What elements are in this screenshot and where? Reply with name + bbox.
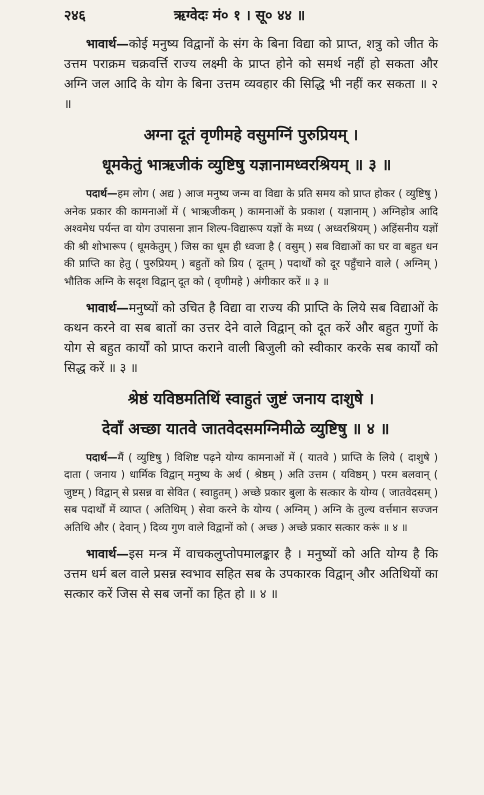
- running-title: ऋग्वेदः मं० १ । सू० ४४ ॥: [174, 8, 306, 24]
- page-header: [64, 6, 438, 34]
- bhavarth-paragraph: [64, 544, 438, 604]
- mantra-line: अग्ना दूतं वृणीमहे वसुमग्निं पुरुप्रियम् ।: [143, 126, 359, 144]
- mantra-line: देवाँ अच्छा यातवे जातवेदसमग्निमीळे व्युष्टिषु ॥ ४ ॥: [102, 419, 390, 438]
- bhavarth-text: इस मन्त्र में वाचकलुप्तोपमालङ्कार है । मनुष्यों को अति योग्य है कि उत्तम धर्म बल वाले प्रसन्न स्वभाव सहित सब के उपकारक विद्वान् और अतिथियों का सत्कार करें जिस से सब जनों का हित हो ॥ ४ ॥: [64, 545, 438, 601]
- bhavarth-text: कोई मनुष्य विद्वानों के संग के बिना विद्या को प्राप्त, शत्रु को जीत के उत्तम पराक्रम चक्रवर्त्ति राज्य लक्ष्मी के प्राप्त होने को समर्थ नहीं हो सकता और अग्नि जल आदि के योग के बिना उत्तम व्यवहार की सिद्धि भी नहीं कर सकता ॥ २ ॥: [64, 36, 438, 111]
- bhavarth-label: भावार्थ—: [86, 36, 129, 51]
- padarth-label: पदार्थ—: [86, 188, 118, 200]
- padarth-text: मैं ( व्युष्टिषु ) विशिष्ट पढ़ने योग्य कामनाओं में ( यातवे ) प्राप्ति के लिये ( दाशुषे ) दाता ( जनाय ) धार्मिक विद्वान् मनुष्य के अर्थ ( श्रेष्ठम् ) अति उत्तम ( यविष्ठम् ) परम बलवान् ( जुष्टम् ) विद्वान् से प्रसन्न वा सेवित ( स्वाहुतम् ) अच्छे प्रकार बुला के सत्कार के योग्य ( जातवेदसम् ) सब पदार्थों में व्याप्त ( अतिथिम् ) सेवा करने के योग्य ( अग्निम् ) अग्नि के तुल्य वर्त्तमान सज्जन अतिथि और ( देवान् ) दिव्य गुण वाले विद्वानों को ( अच्छ ) अच्छे प्रकार सत्कार करूं ॥ ४ ॥: [64, 451, 438, 534]
- bhavarth-label: भावार्थ—: [86, 299, 129, 315]
- bhavarth-text: मनुष्यों को उचित है विद्या वा राज्य की प्राप्ति के लिये सब विद्याओं के कथन करने वा सब बातों का उत्तर देने वाले विद्वान् को दूत करें और बहुत गुणों के योग से बहुत कार्यों को प्राप्त कराने वाली बिजुली को स्वीकार करके सब कार्यों को सिद्ध करें ॥ ३ ॥: [64, 299, 438, 375]
- page-number: २४६: [64, 8, 86, 24]
- mantra-line: धूमकेतुं भाऋजीकं व्युष्टिषु यज्ञानामध्वरश्रियम् ॥ ३ ॥: [102, 156, 392, 174]
- bhavarth-label: भावार्थ—: [86, 545, 129, 561]
- padarth-text: हम लोग ( अद्य ) आज मनुष्य जन्म वा विद्या के प्रति समय को प्राप्त होकर ( व्युष्टिषु ) अनेक प्रकार की कामनाओं में ( भाऋजीकम् ) कामनाओं के प्रकाश ( यज्ञानाम् ) अग्निहोत्र आदि अश्वमेध पर्यन्त वा योग उपासना ज्ञान शिल्प-विद्यारूप यज्ञों के मध्य ( अध्वरश्रियम् ) अहिंसनीय यज्ञों की श्री शोभारूप ( धूमकेतुम् ) जिस का धूम ही ध्वजा है ( वसुम् ) सब विद्याओं का घर वा बहुत धन की प्राप्ति का हेतु ( पुरुप्रियम् ) बहुतों को प्रिय ( दूतम् ) पदार्थों को दूर पहुँचाने वाले ( अग्निम् ) भौतिक अग्नि के सदृश विद्वान् दूत को ( वृणीमहे ) अंगीकार करें ॥ ३ ॥: [64, 188, 438, 288]
- padarth-paragraph: [64, 186, 438, 292]
- bhavarth-paragraph: [64, 298, 438, 378]
- padarth-label: पदार्थ—: [86, 451, 118, 464]
- bhavarth-paragraph: [64, 34, 438, 114]
- mantra-line: श्रेष्ठं यविष्ठमतिथिं स्वाहुतं जुष्टं जनाय दाशुषे ।: [127, 389, 375, 408]
- padarth-paragraph: [64, 450, 438, 538]
